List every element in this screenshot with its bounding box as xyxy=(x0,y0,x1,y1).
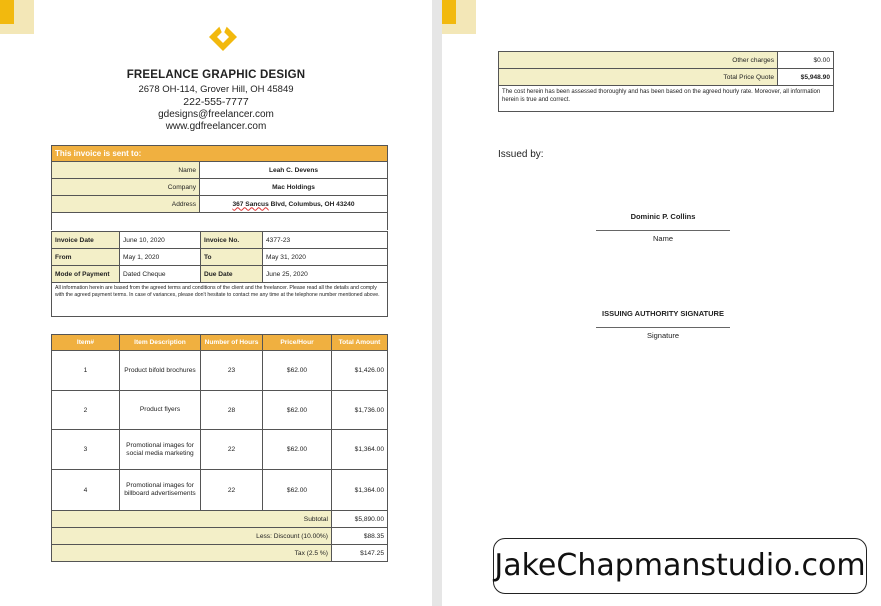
client-company: Mac Holdings xyxy=(200,179,388,196)
item-description: Product flyers xyxy=(120,391,201,430)
signature-caption: Signature xyxy=(646,331,680,340)
table-row xyxy=(52,391,388,430)
issued-by-label: Issued by: xyxy=(498,149,544,160)
watermark-banner: JakeChapmanstudio.com xyxy=(493,538,867,594)
company-email: gdesigns@freelancer.com xyxy=(158,109,274,120)
col-header-item-no: Item# xyxy=(52,335,120,351)
col-header-hours: Number of Hours xyxy=(201,335,263,351)
name-caption: Name xyxy=(652,234,673,243)
item-hours: 22 xyxy=(201,430,263,470)
authority-signature-title: ISSUING AUTHORITY SIGNATURE xyxy=(602,309,724,318)
item-no: 3 xyxy=(52,430,120,470)
client-name: Leah C. Devens xyxy=(200,162,388,179)
total-quote-label: Total Price Quote xyxy=(499,69,778,86)
due-date-label: Due Date xyxy=(201,266,263,283)
company-phone: 222-555-7777 xyxy=(183,96,249,108)
item-description: Product bifold brochures xyxy=(120,351,201,391)
company-address: 2678 OH-114, Grover Hill, OH 45849 xyxy=(138,84,294,95)
invoice-page-1 xyxy=(0,0,432,606)
item-total: $1,736.00 xyxy=(332,391,388,430)
period-to: May 31, 2020 xyxy=(263,249,388,266)
invoice-no-label: Invoice No. xyxy=(201,232,263,249)
due-date: June 25, 2020 xyxy=(263,266,388,283)
items-table xyxy=(51,334,388,562)
client-address-rest: Blvd, Columbus, OH 43240 xyxy=(268,200,355,208)
item-hours: 22 xyxy=(201,470,263,511)
client-address-street: 367 Sancus xyxy=(232,200,269,208)
assessment-statement: The cost herein has been assessed thoroughly and has been based on the agreed hourly rate. Moreover, all information herein is true and correct. xyxy=(499,86,834,112)
company-name: FREELANCE GRAPHIC DESIGN xyxy=(126,69,306,81)
subtotal-label: Subtotal xyxy=(52,511,332,528)
item-price: $62.00 xyxy=(263,391,332,430)
client-header: This invoice is sent to: xyxy=(52,146,388,162)
col-header-description: Item Description xyxy=(120,335,201,351)
table-row xyxy=(52,430,388,470)
terms-note: All information herein are based from the agreed terms and conditions of the client and the freelancer. Please read all the details and comply with the agreed payment terms. In case of variances, please don't hesitate to contact me any time at the telephone number mentioned above. xyxy=(52,283,388,317)
period-from-label: From xyxy=(52,249,120,266)
corner-decoration xyxy=(0,0,34,34)
issuer-name: Dominic P. Collins xyxy=(630,212,696,221)
invoice-no: 4377-23 xyxy=(263,232,388,249)
total-quote-value: $5,948.90 xyxy=(778,69,834,86)
item-no: 4 xyxy=(52,470,120,511)
table-row xyxy=(52,351,388,391)
table-row xyxy=(52,470,388,511)
company-logo-icon xyxy=(208,22,238,52)
company-website: www.gdfreelancer.com xyxy=(165,121,267,132)
payment-mode-label: Mode of Payment xyxy=(52,266,120,283)
col-header-price: Price/Hour xyxy=(263,335,332,351)
client-name-label: Name xyxy=(52,162,200,179)
item-description: Promotional images for billboard advertisements xyxy=(120,470,201,511)
other-charges-value: $0.00 xyxy=(778,52,834,69)
name-line xyxy=(596,230,730,231)
item-price: $62.00 xyxy=(263,351,332,391)
client-spacer xyxy=(52,213,388,230)
corner-decoration xyxy=(442,0,476,34)
invoice-info-table xyxy=(51,231,388,317)
invoice-date: June 10, 2020 xyxy=(120,232,201,249)
item-total: $1,426.00 xyxy=(332,351,388,391)
item-hours: 23 xyxy=(201,351,263,391)
tax-label: Tax (2.5 %) xyxy=(52,545,332,562)
client-table xyxy=(51,145,388,230)
item-price: $62.00 xyxy=(263,470,332,511)
item-hours: 28 xyxy=(201,391,263,430)
item-no: 1 xyxy=(52,351,120,391)
discount-value: $88.35 xyxy=(332,528,388,545)
item-total: $1,364.00 xyxy=(332,430,388,470)
item-description: Promotional images for social media marketing xyxy=(120,430,201,470)
col-header-total: Total Amount xyxy=(332,335,388,351)
period-from: May 1, 2020 xyxy=(120,249,201,266)
subtotal-value: $5,890.00 xyxy=(332,511,388,528)
item-total: $1,364.00 xyxy=(332,470,388,511)
signature-line xyxy=(596,327,730,328)
tax-value: $147.25 xyxy=(332,545,388,562)
payment-mode: Dated Cheque xyxy=(120,266,201,283)
client-address xyxy=(200,196,388,213)
invoice-date-label: Invoice Date xyxy=(52,232,120,249)
discount-label: Less: Discount (10.00%) xyxy=(52,528,332,545)
period-to-label: To xyxy=(201,249,263,266)
totals-table xyxy=(498,51,834,112)
client-company-label: Company xyxy=(52,179,200,196)
item-no: 2 xyxy=(52,391,120,430)
client-address-label: Address xyxy=(52,196,200,213)
item-price: $62.00 xyxy=(263,430,332,470)
other-charges-label: Other charges xyxy=(499,52,778,69)
